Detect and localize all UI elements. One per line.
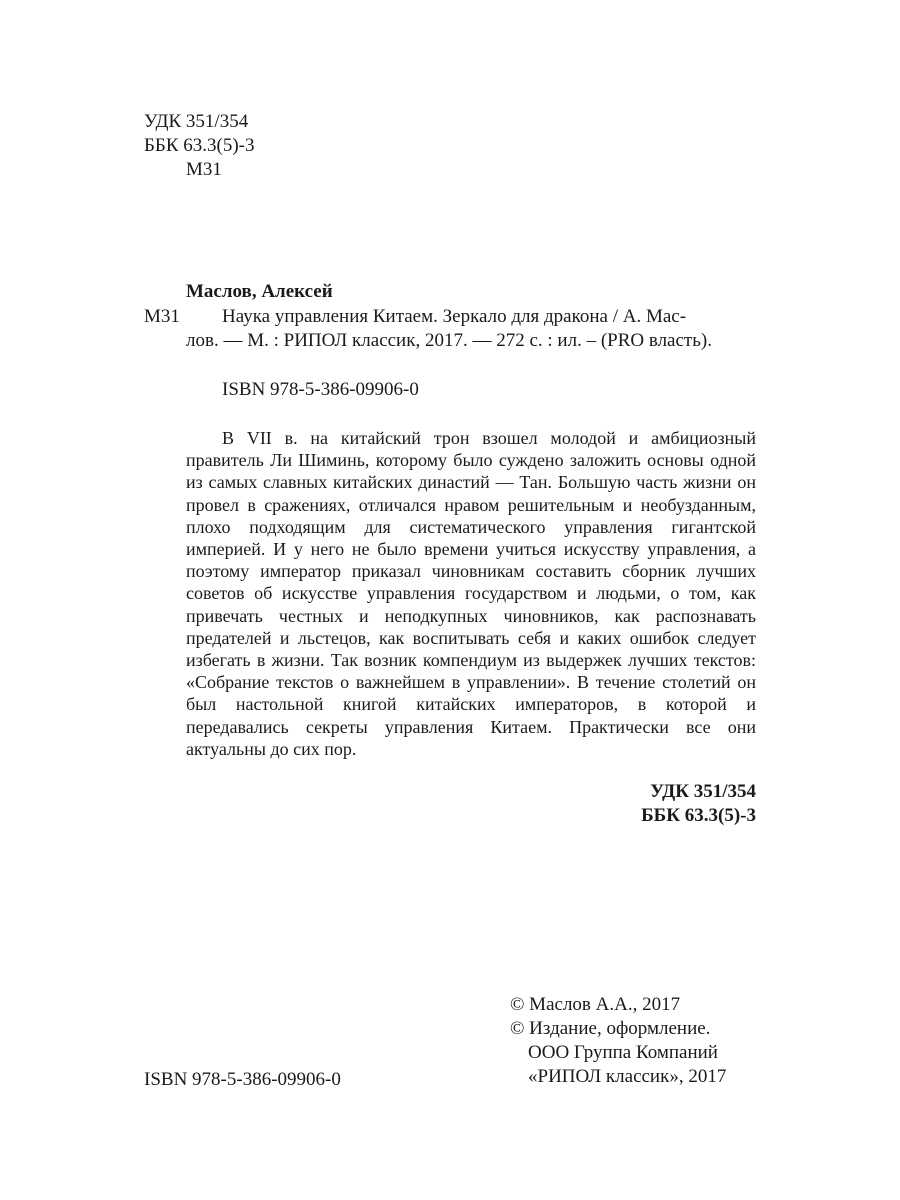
card-author-code: М31 bbox=[144, 306, 180, 327]
header-udk: УДК 351/354 bbox=[144, 111, 249, 132]
card-title-line-2: лов. — М. : РИПОЛ классик, 2017. — 272 с. : ил. – (PRO власть). bbox=[186, 330, 712, 351]
classification-udk: УДК 351/354 bbox=[650, 781, 756, 802]
card-title-line-1: Наука управления Китаем. Зеркало для дракона / А. Мас- bbox=[222, 306, 687, 327]
header-bbk: ББК 63.3(5)-3 bbox=[144, 135, 255, 156]
card-author: Маслов, Алексей bbox=[186, 281, 333, 302]
copyright-edition: © Издание, оформление. bbox=[510, 1018, 711, 1039]
footer-isbn: ISBN 978-5-386-09906-0 bbox=[144, 1069, 341, 1090]
copyright-author: © Маслов А.А., 2017 bbox=[510, 994, 681, 1015]
classification-bbk: ББК 63.3(5)-3 bbox=[641, 805, 756, 826]
header-author-code: М31 bbox=[186, 159, 222, 180]
copyright-block bbox=[510, 993, 770, 1089]
abstract-paragraph: В VII в. на китайский трон взошел молодой и амбициозный правитель Ли Шиминь, которому было суждено заложить основы одной из самых славных китайских династий — Тан. Большую часть жизни он провел в сражениях, отличался нравом решительным и необузданным, плохо подходящим для систематического управления гигантской империей. И у него не было времени учиться искусству управления, а поэтому император приказал чиновникам составить сборник лучших советов об искусстве управления государством и людьми, о том, как привечать честных и неподкупных чиновников, как распознавать предателей и льстецов, как воспитывать себя и каких ошибок следует избегать в жизни. Так возник компендиум из выдержек лучших текстов: «Собрание текстов о важнейшем в управлении». В течение столетий он был настольной книгой китайских императоров, в которой и передавались секреты управления Китаем. Практически все они актуальны до сих пор. bbox=[186, 428, 756, 759]
copyright-publisher-name: «РИПОЛ классик», 2017 bbox=[528, 1066, 727, 1087]
card-title-description bbox=[186, 305, 756, 353]
copyright-publisher: ООО Группа Компаний bbox=[528, 1042, 718, 1063]
card-isbn: ISBN 978-5-386-09906-0 bbox=[222, 379, 419, 400]
